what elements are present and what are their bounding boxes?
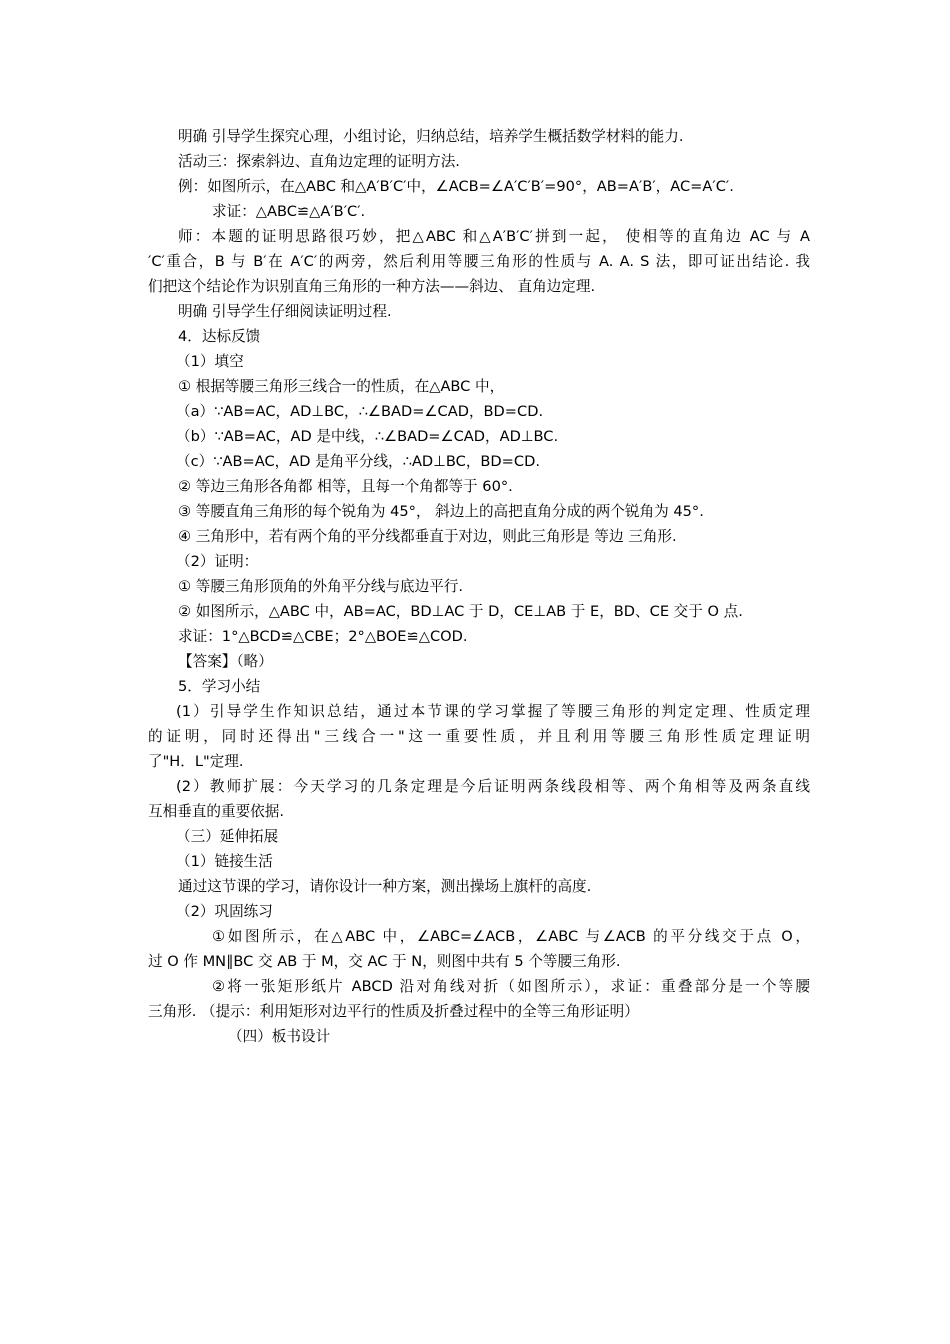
text-line: (2）教师扩展：今天学习的几条定理是今后证明两条线段相等、两个角相等及两条直线 [176,778,810,795]
text-line: ①如图所示，在△ABC 中，∠ABC=∠ACB，∠ABC 与∠ACB 的平分线交于点 O， [212,928,810,945]
subsection-heading: （1）填空 [176,353,244,370]
text-line: 的证明，同时还得出"三线合一"这一重要性质，并且利用等腰三角形性质定理证明 [148,728,810,745]
answer-label: 【答案】（略） [178,653,273,670]
text-line: ③ 等腰直角三角形的每个锐角为 45°， 斜边上的高把直角分成的两个锐角为 45°. [178,503,704,520]
subsection-heading: （2）巩固练习 [176,903,273,920]
text-line: 过 O 作 MN∥BC 交 AB 于 M，交 AC 于 N，则图中共有 5 个等腰三角形. [148,953,621,970]
text-line: 通过这节课的学习，请你设计一种方案，测出操场上旗杆的高度. [178,878,592,895]
text-line: ② 等边三角形各角都 相等，且每一个角都等于 60°. [178,478,513,495]
text-line: （c）∵AB=AC，AD 是角平分线，∴AD⊥BC，BD=CD. [176,453,540,470]
section-heading: （三）延伸拓展 [176,828,279,845]
text-line: ′C′重合，B 与 B′在 A′C′的两旁，然后利用等腰三角形的性质与 A. A. S 法，即可证出结论. 我 [148,253,810,270]
text-line: (1）引导学生作知识总结，通过本节课的学习掌握了等腰三角形的判定定理、性质定理 [176,703,810,720]
text-line: （b）∵AB=AC，AD 是中线，∴∠BAD=∠CAD，AD⊥BC. [176,428,559,445]
section-heading: 4．达标反馈 [178,328,261,345]
text-line: 例：如图所示，在△ABC 和△A′B′C′中，∠ACB=∠A′C′B′=90°，AB=A′B′，AC=A′C′. [178,178,734,195]
text-line: （a）∵AB=AC，AD⊥BC，∴∠BAD=∠CAD，BD=CD. [176,403,544,420]
section-heading: 5．学习小结 [178,678,261,695]
text-line: ④ 三角形中，若有两个角的平分线都垂直于对边，则此三角形是 等边 三角形. [178,528,677,545]
text-line: 们把这个结论作为识别直角三角形的一种方法——斜边、 直角边定理. [148,278,596,295]
text-line: 明确 引导学生仔细阅读证明过程. [178,303,392,320]
text-line: 求证：1°△BCD≌△CBE；2°△BOE≌△COD. [178,628,468,645]
text-line: ②将一张矩形纸片 ABCD 沿对角线对折（如图所示），求证：重叠部分是一个等腰 [212,978,810,995]
text-line: ② 如图所示，△ABC 中，AB=AC，BD⊥AC 于 D，CE⊥AB 于 E，BD、CE 交于 O 点. [178,603,743,620]
text-line: 师：本题的证明思路很巧妙，把△ABC 和△A′B′C′拼到一起， 使相等的直角边 AC 与 A [178,228,810,245]
subsection-heading: （1）链接生活 [176,853,273,870]
subsection-heading: （2）证明： [176,553,259,570]
text-line: 活动三：探索斜边、直角边定理的证明方法. [178,153,460,170]
text-line: 求证：△ABC≌△A′B′C′. [212,203,366,220]
section-heading: （四）板书设计 [228,1028,331,1045]
text-line: ① 根据等腰三角形三线合一的性质，在△ABC 中， [178,378,505,395]
text-line: 三角形. （提示：利用矩形对边平行的性质及折叠过程中的全等三角形证明） [148,1003,639,1020]
text-line: 互相垂直的重要依据. [148,803,284,820]
text-line: ① 等腰三角形顶角的外角平分线与底边平行. [178,578,464,595]
text-line: 了"H．L"定理. [148,753,244,770]
text-line: 明确 引导学生探究心理，小组讨论，归纳总结，培养学生概括数学材料的能力. [178,128,684,145]
